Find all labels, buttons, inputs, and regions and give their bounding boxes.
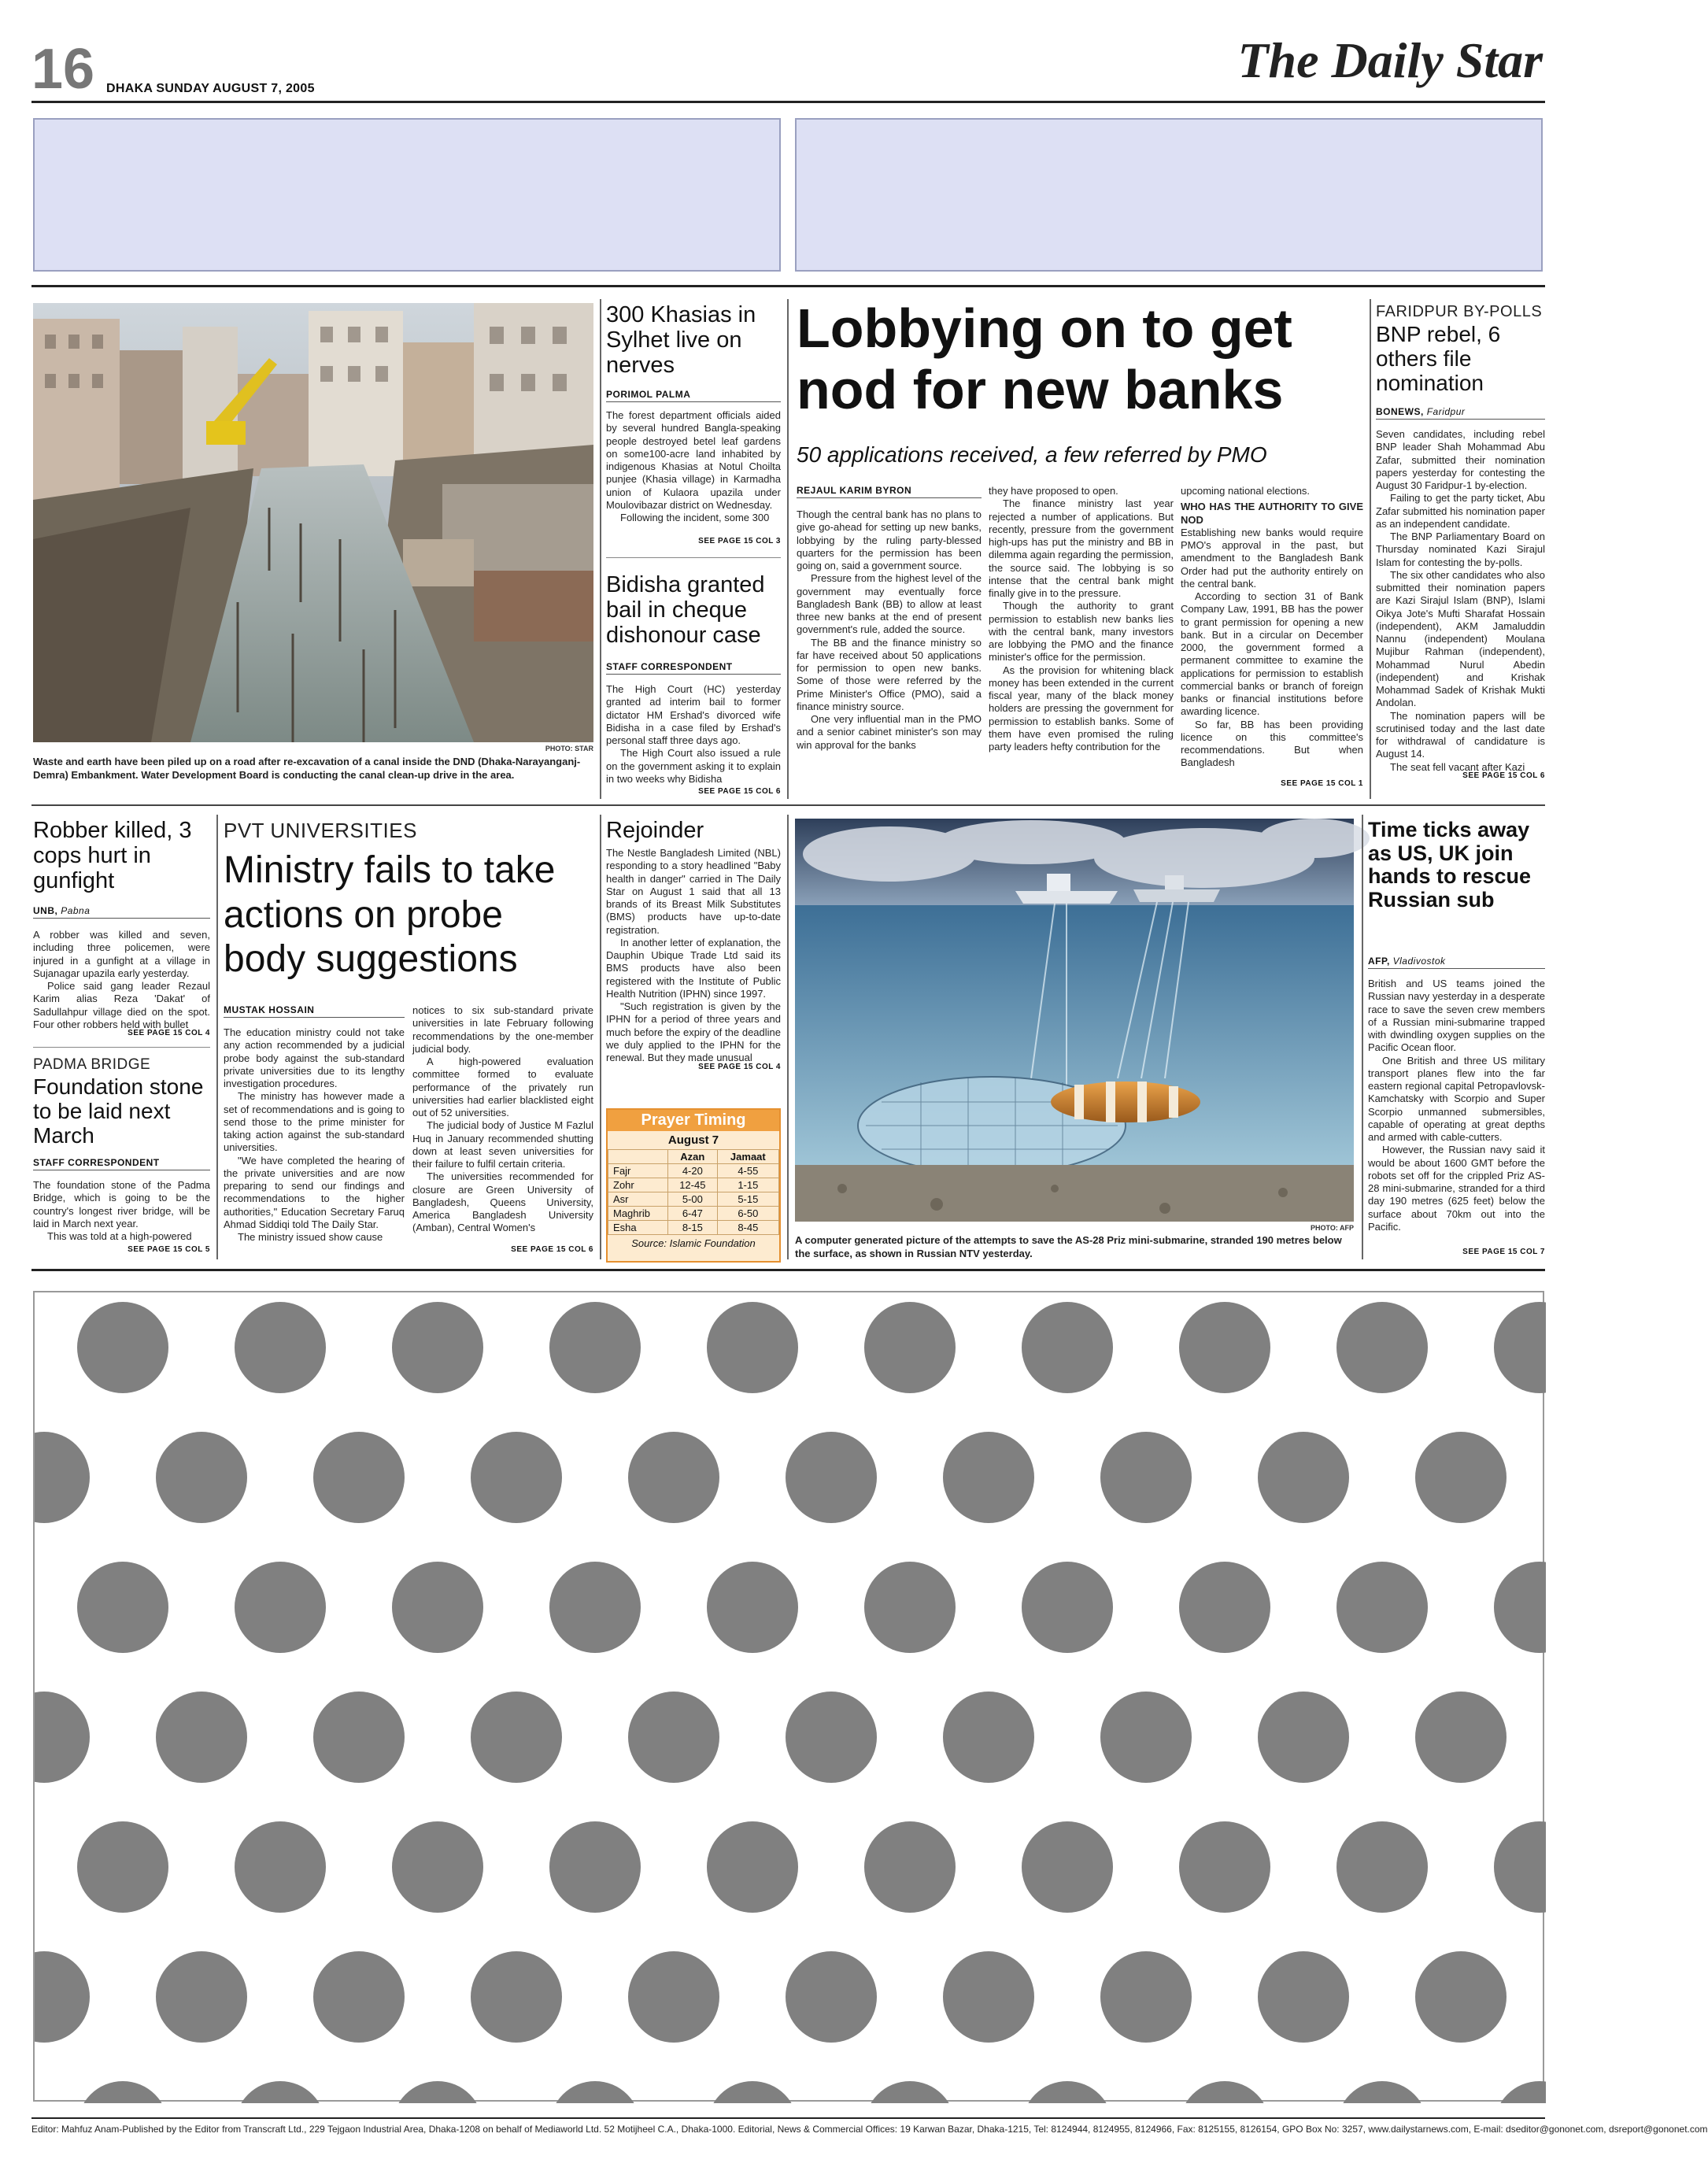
submarine-photo-image <box>795 819 1354 1222</box>
robber-headline: Robber killed, 3 cops hurt in gunfight <box>33 818 192 893</box>
rejoinder-body <box>606 847 781 1061</box>
prayer-name: Esha <box>608 1221 668 1235</box>
universities-byline: MUSTAK HOSSAIN <box>224 1004 405 1018</box>
bidisha-para: The High Court also issued a rule on the government asking it to explain in two weeks why Bidisha <box>606 747 781 785</box>
lead-para: So far, BB has been providing licence on this committee's recommendations. But when Bangladesh <box>1181 718 1363 769</box>
universities-kicker: PVT UNIVERSITIES <box>224 819 417 842</box>
imprint-line: Editor: Mahfuz Anam-Published by the Editor from Transcraft Ltd., 229 Tejgaon Industrial Area, Dhaka-1208 on behalf of Mediaworld Ltd. 52 Motijheel C.A., Dhaka-1000. Editorial, News & Commercial Offices: 19 Karwan Bazar, Dhaka-1215, Tel: 8124944, 8124955, 8124966, Fax: 8125155, 8126154, GPO Box No: 3257, www.dailystarnews.com, E-mail: dseditor@gononet.com, dsreport@gononet.com <box>31 2124 1708 2135</box>
rejoinder-headline: Rejoinder <box>606 818 704 843</box>
khasias-rule <box>606 557 781 558</box>
prayer-row <box>608 1164 779 1178</box>
bidisha-jump[interactable]: SEE PAGE 15 COL 6 <box>698 787 781 796</box>
dotted-pattern <box>35 1292 1546 2103</box>
prayer-jamaat: 5-15 <box>717 1192 778 1207</box>
sub-para: However, the Russian navy said it would be about 1600 GMT before the robots set off for the crippled Priz AS-28 mini-submarine, stranded for a third day 190 metres (625 feet) below the surface about 70km out into the Pacific. <box>1368 1144 1545 1233</box>
prayer-azan: 5-00 <box>668 1192 718 1207</box>
universities-para: The universities recommended for closure are Green University of Bangladesh, Queens University, America Bangladesh University (Amban), Central Women's <box>412 1170 593 1234</box>
prayer-row <box>608 1178 779 1192</box>
lead-para: they have proposed to open. <box>989 485 1118 497</box>
submarine-photo-credit: PHOTO: AFP <box>1310 1224 1354 1232</box>
prayer-name: Asr <box>608 1192 668 1207</box>
faridpur-para: Seven candidates, including rebel BNP leader Shah Mohammad Abu Zafar, submitted their nomination papers yesterday for contesting the August 30 Faridpur-1 by-election. <box>1376 428 1545 491</box>
canal-photo-image <box>33 303 593 742</box>
prayer-name: Maghrib <box>608 1207 668 1221</box>
lead-para: Establishing new banks would require PMO's approval in the past, but amendment to the Bangladesh Bank Order had put the authority entirely on the central bank. <box>1181 526 1363 590</box>
khasias-byline: PORIMOL PALMA <box>606 389 781 402</box>
faridpur-jump[interactable]: SEE PAGE 15 COL 6 <box>1462 771 1545 780</box>
bidisha-headline: Bidisha granted bail in cheque dishonour case <box>606 572 765 648</box>
faridpur-byline <box>1376 406 1545 420</box>
bidisha-body <box>606 683 781 786</box>
robber-byline <box>33 905 210 919</box>
dateline: DHAKA SUNDAY AUGUST 7, 2005 <box>106 82 315 95</box>
lead-col2 <box>989 485 1174 790</box>
dotted-ad-space <box>33 1291 1544 2102</box>
rejoinder-para: The Nestle Bangladesh Limited (NBL) responding to a story headlined "Baby health in danger" carried in The Daily Star on August 1 said that all 13 brands of its Breast Milk Substitutes (BMS) products have up-to-date registration. <box>606 847 781 936</box>
canal-photo <box>33 303 593 742</box>
bidisha-para: The High Court (HC) yesterday granted ad interim bail to former dictator HM Ershad's divorced wife Bidisha in a case filed by Ershad's personal staff three days ago. <box>606 683 781 746</box>
column-divider <box>216 815 218 1259</box>
prayer-row <box>608 1221 779 1235</box>
padma-byline: STAFF CORRESPONDENT <box>33 1157 210 1170</box>
faridpur-para: The nomination papers will be scrutinised today and the last date for withdrawal of candidature is August 14. <box>1376 709 1545 760</box>
lead-para: upcoming national elections. <box>1181 485 1311 497</box>
khasias-jump[interactable]: SEE PAGE 15 COL 3 <box>698 537 781 545</box>
canal-photo-credit: PHOTO: STAR <box>545 745 593 752</box>
lead-subhead: WHO HAS THE AUTHORITY TO GIVE NOD <box>1181 501 1363 526</box>
section-rule-top <box>31 285 1545 287</box>
khasias-headline: 300 Khasias in Sylhet live on nerves <box>606 302 756 378</box>
prayer-azan: 4-20 <box>668 1164 718 1178</box>
prayer-azan: 8-15 <box>668 1221 718 1235</box>
lead-para: As the provision for whitening black money has been extended in the current fiscal year, many of the black money holders are pressing the government for permission to establish banks. Some of them have even promised the ruling party leaders hefty contribution for the <box>989 664 1174 752</box>
prayer-header-row <box>608 1150 779 1164</box>
sub-para: One British and three US military transport planes flew into the far eastern regional capital Petropavlovsk-Kamchatsky with Scorpio and Super Scorpio unmanned submersibles, capable of operating at great depths and armed with cable-cutters. <box>1368 1054 1545 1143</box>
universities-col1 <box>224 1026 405 1256</box>
column-divider <box>1362 815 1363 1259</box>
robber-body <box>33 929 210 1028</box>
universities-para: The education ministry could not take any action recommended by a judicial probe body against the sub-standard private universities due to its lengthy investigation procedures. <box>224 1026 405 1089</box>
column-divider <box>600 815 601 1259</box>
robber-rule <box>33 1047 210 1048</box>
padma-headline: Foundation stone to be laid next March <box>33 1074 204 1148</box>
faridpur-para: The seat fell vacant after Kazi <box>1390 760 1525 773</box>
faridpur-headline: BNP rebel, 6 others file nomination <box>1376 322 1501 395</box>
faridpur-para: Failing to get the party ticket, Abu Zafar submitted his nomination paper as an independent candidate. <box>1376 492 1545 530</box>
ad-box-left <box>33 118 781 272</box>
universities-para: The ministry issued show cause <box>238 1231 383 1243</box>
lead-col3 <box>1181 485 1363 778</box>
footer-rule <box>31 2117 1545 2119</box>
universities-para: notices to six sub-standard private universities in late February following recommendations by the one-member judicial body. <box>412 1004 593 1055</box>
column-divider <box>1370 299 1371 799</box>
padma-body <box>33 1179 210 1244</box>
prayer-source: Source: Islamic Foundation <box>631 1237 756 1249</box>
universities-para: "We have completed the hearing of the private universities and are now preparing to send our findings and recommendations to the higher authorities," Education Secretary Faruq Ahmad Siddiqi told The Daily Star. <box>224 1154 405 1230</box>
padma-jump[interactable]: SEE PAGE 15 COL 5 <box>128 1245 210 1254</box>
rejoinder-jump[interactable]: SEE PAGE 15 COL 4 <box>698 1063 781 1071</box>
header-rule <box>31 101 1545 103</box>
prayer-jamaat: 1-15 <box>717 1178 778 1192</box>
lead-byline: REJAUL KARIM BYRON <box>797 485 982 498</box>
canal-photo-caption: Waste and earth have been piled up on a road after re-excavation of a canal inside the DND (Dhaka-Narayanganj-Demra) Embankment. Water Development Board is conducting the canal clean-up drive in the area. <box>33 756 581 781</box>
prayer-date: August 7 <box>667 1133 719 1147</box>
faridpur-byline-place: Faridpur <box>1426 406 1466 417</box>
universities-para: The ministry has however made a set of recommendations and is going to send those to the prime minister for taking action against the sub-standard universities. <box>224 1090 405 1154</box>
faridpur-para: The six other candidates who also submitted their nomination papers are Kazi Sirajul Islam (BNP), Islami Oikya Jote's Mufti Sharafat Hossain (independent), AKM Jamaluddin Nannu (independent) Moulana Mujibur Rahman (independent), Mohammad Nurul Abedin (independent) and Krishak Mohammad Sadek of Krishak Mukti Andolan. <box>1376 568 1545 709</box>
column-divider <box>600 299 601 799</box>
masthead: The Daily Star <box>1237 32 1543 88</box>
lead-col1 <box>797 508 982 790</box>
lead-para: The BB and the finance ministry so far have received about 50 applications for permission to open new banks. Some of those were referred by the Prime Minister's Office (PMO), said a finance ministry source. <box>797 636 982 712</box>
robber-byline-agency: UNB, <box>33 905 58 916</box>
lead-para: One very influential man in the PMO and a senior cabinet minister's son may win approval for the banks <box>797 713 982 751</box>
prayer-col-jamaat: Jamaat <box>717 1150 778 1164</box>
lead-headline: Lobbying on to get nod for new banks <box>797 298 1292 421</box>
lead-jump[interactable]: SEE PAGE 15 COL 1 <box>1281 779 1363 788</box>
ad-box-right <box>795 118 1543 272</box>
lead-para: Though the authority to grant permission to establish new banks lies with the central bank, many investors are lobbying the PMO and the finance minister's office for the permission. <box>989 600 1174 664</box>
sub-para: British and US teams joined the Russian navy yesterday in a desperate race to save the seven crew members of a Russian mini-submarine trapped with dwindling oxygen supplies on the Pacific Ocean floor. <box>1368 978 1545 1054</box>
prayer-jamaat: 6-50 <box>717 1207 778 1221</box>
faridpur-byline-agency: BONEWS, <box>1376 406 1424 417</box>
prayer-jamaat: 8-45 <box>717 1221 778 1235</box>
prayer-azan: 12-45 <box>668 1178 718 1192</box>
sub-body <box>1368 978 1545 1244</box>
sub-byline-agency: AFP, <box>1368 956 1390 967</box>
rejoinder-para: "Such registration is given by the IPHN for a period of three years and much before the expiry of the deadline we duly applied to the IPHN for the renewal. But they made unusual <box>606 1000 781 1063</box>
prayer-table <box>608 1149 779 1235</box>
prayer-row <box>608 1207 779 1221</box>
robber-para: Police said gang leader Rezaul Karim alias Reza 'Dakat' of Sadullahpur village died on the spot. Four other robbers held with bullet <box>33 980 210 1030</box>
universities-para: The judicial body of Justice M Fazlul Huq in January recommended shutting down at least seven universities for their failure to fulfil certain criteria. <box>412 1119 593 1170</box>
lead-deck: 50 applications received, a few referred by PMO <box>797 442 1267 467</box>
prayer-row <box>608 1192 779 1207</box>
page-number: 16 <box>31 38 95 101</box>
rejoinder-para: In another letter of explanation, the Dauphin Ubique Trade Ltd said its BMS products have also been registered with the Institute of Public Health Nutrition (IPHN) since 1997. <box>606 936 781 1000</box>
universities-para: A high-powered evaluation committee formed to evaluate performance of the privately run universities had earlier blacklisted eight out of 52 universities. <box>412 1056 593 1118</box>
prayer-azan: 6-47 <box>668 1207 718 1221</box>
lead-para: Pressure from the highest level of the government may eventually force Bangladesh Bank (BB) to allow at least three new banks at the end of present government's rule, added the source. <box>797 572 982 636</box>
universities-col2 <box>412 1004 593 1244</box>
column-divider <box>787 815 789 1259</box>
column-divider <box>787 299 789 799</box>
sub-jump[interactable]: SEE PAGE 15 COL 7 <box>1462 1248 1545 1256</box>
sub-byline-place: Vladivostok <box>1392 956 1446 967</box>
prayer-col-azan: Azan <box>668 1150 718 1164</box>
khasias-para: The forest department officials aided by several hundred Bangla-speaking people destroyed betel leaf gardens on some100-acre land inhabited by indigenous Khasias at Notul Choilta punjee (Khasia village) in Karmadha union of Kulaora upazila under Moulovibazar district on Wednesday. <box>606 409 781 511</box>
section-rule-middle <box>31 804 1545 806</box>
prayer-timing-box <box>606 1108 781 1263</box>
lead-para: According to section 31 of Bank Company Law, 1991, BB has the power to grant permission for opening a new bank. But in a circular on December 2000, the government formed a permanent committee to examine the applications for permission to establish commercial banks or branch of foreign banks or financial institutions before awarding licence. <box>1181 590 1363 718</box>
prayer-name: Zohr <box>608 1178 668 1192</box>
khasias-para: Following the incident, some 300 <box>620 512 770 523</box>
section-rule-bottom <box>31 1269 1545 1271</box>
padma-para: The foundation stone of the Padma Bridge, which is going to be the country's longest river bridge, will be laid in March next year. <box>33 1179 210 1229</box>
bidisha-byline: STAFF CORRESPONDENT <box>606 661 781 675</box>
sub-headline: Time ticks away as US, UK join hands to rescue Russian sub <box>1368 818 1532 912</box>
submarine-photo <box>795 819 1354 1222</box>
robber-byline-place: Pabna <box>61 905 91 916</box>
padma-para: This was told at a high-powered <box>47 1230 192 1242</box>
prayer-name: Fajr <box>608 1164 668 1178</box>
universities-jump[interactable]: SEE PAGE 15 COL 6 <box>511 1245 593 1254</box>
prayer-title: Prayer Timing <box>608 1110 779 1131</box>
robber-para: A robber was killed and seven, including three policemen, were injured in a gunfight at a village in Sujanagar upazila early yesterday. <box>33 929 210 979</box>
lead-para: The finance ministry last year rejected a number of applications. But recently, pressure from the government high-ups has put the ministry and BB in dilemma again regarding the permission, the source said. The lobbying is so intense that the central bank might finally give in to the pressure. <box>989 497 1174 599</box>
submarine-photo-caption: A computer generated picture of the attempts to save the AS-28 Priz mini-submarine, stranded 190 metres below the surface, as shown in Russian NTV yesterday. <box>795 1234 1342 1259</box>
universities-headline: Ministry fails to take actions on probe body suggestions <box>224 849 556 981</box>
sub-byline <box>1368 956 1545 969</box>
prayer-jamaat: 4-55 <box>717 1164 778 1178</box>
faridpur-body <box>1376 428 1545 773</box>
padma-kicker: PADMA BRIDGE <box>33 1056 151 1073</box>
robber-jump[interactable]: SEE PAGE 15 COL 4 <box>128 1029 210 1037</box>
lead-para: Though the central bank has no plans to give go-ahead for setting up new banks, lobbying by the ruling party-blessed quarters for the permission has been going on, said a government source. <box>797 508 982 571</box>
khasias-body <box>606 409 781 534</box>
faridpur-kicker: FARIDPUR BY-POLLS <box>1376 303 1543 320</box>
prayer-header-blank <box>608 1150 668 1164</box>
faridpur-para: The BNP Parliamentary Board on Thursday nominated Kazi Sirajul Islam for contesting the by-polls. <box>1376 531 1545 568</box>
